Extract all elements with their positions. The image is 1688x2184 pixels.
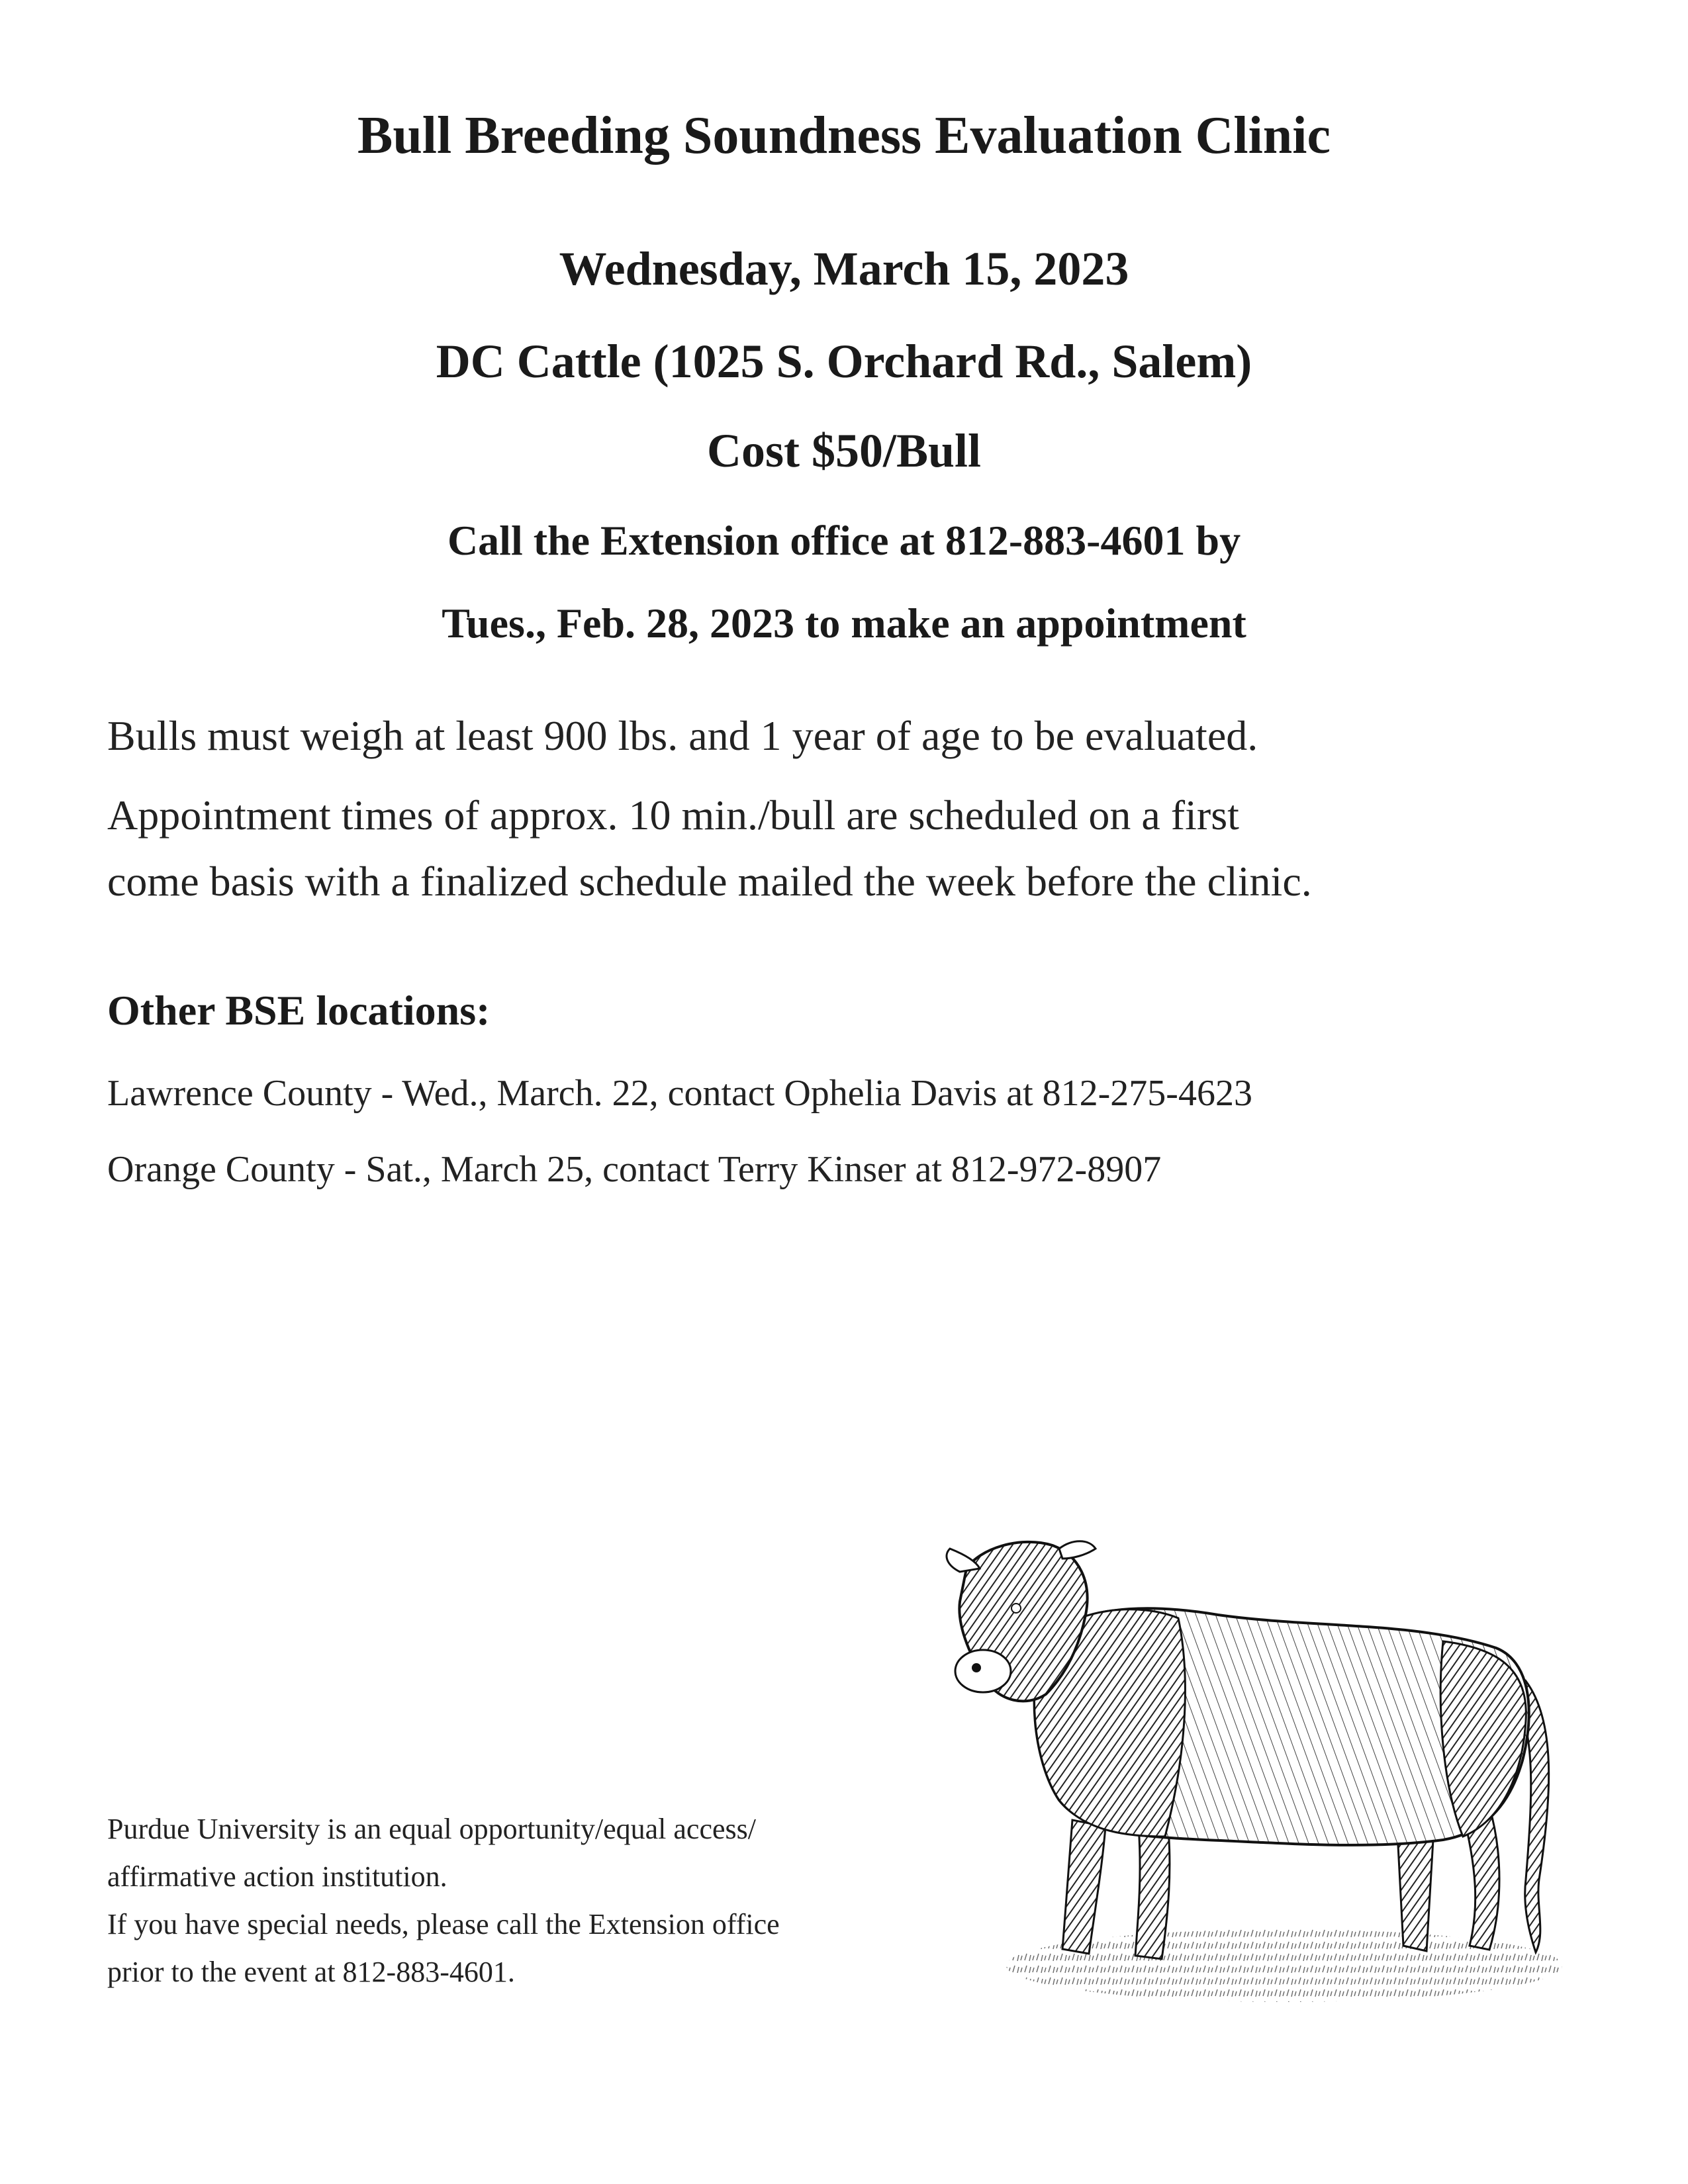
footer-line: prior to the event at 812-883-4601. <box>107 1956 515 1988</box>
other-locations-heading: Other BSE locations: <box>107 987 491 1034</box>
event-cost: Cost $50/Bull <box>706 424 982 477</box>
appointment-text-line-2: come basis with a finalized schedule mailed the week before the clinic. <box>107 858 1312 905</box>
footer-line: If you have special needs, please call the Extension office <box>107 1908 780 1940</box>
flyer-title: Bull Breeding Soundness Evaluation Clinic <box>357 107 1331 165</box>
event-date: Wednesday, March 15, 2023 <box>559 242 1129 295</box>
footer-line: Purdue University is an equal opportunity/equal access/ <box>107 1813 756 1845</box>
event-location: DC Cattle (1025 S. Orchard Rd., Salem) <box>436 335 1252 388</box>
call-instructions-line-1: Call the Extension office at 812-883-4601 by <box>447 517 1241 564</box>
call-instructions-line-2: Tues., Feb. 28, 2023 to make an appointment <box>442 600 1246 647</box>
location-item-orange: Orange County - Sat., March 25, contact Terry Kinser at 812-972-8907 <box>107 1149 1162 1190</box>
bull-illustration-icon <box>940 1509 1589 2012</box>
bull-requirement-text: Bulls must weigh at least 900 lbs. and 1 year of age to be evaluated. <box>107 712 1258 759</box>
location-item-lawrence: Lawrence County - Wed., March. 22, contact Ophelia Davis at 812-275-4623 <box>107 1073 1252 1114</box>
appointment-text-line-1: Appointment times of approx. 10 min./bull are scheduled on a first <box>107 792 1239 839</box>
footer-line: affirmative action institution. <box>107 1860 447 1893</box>
